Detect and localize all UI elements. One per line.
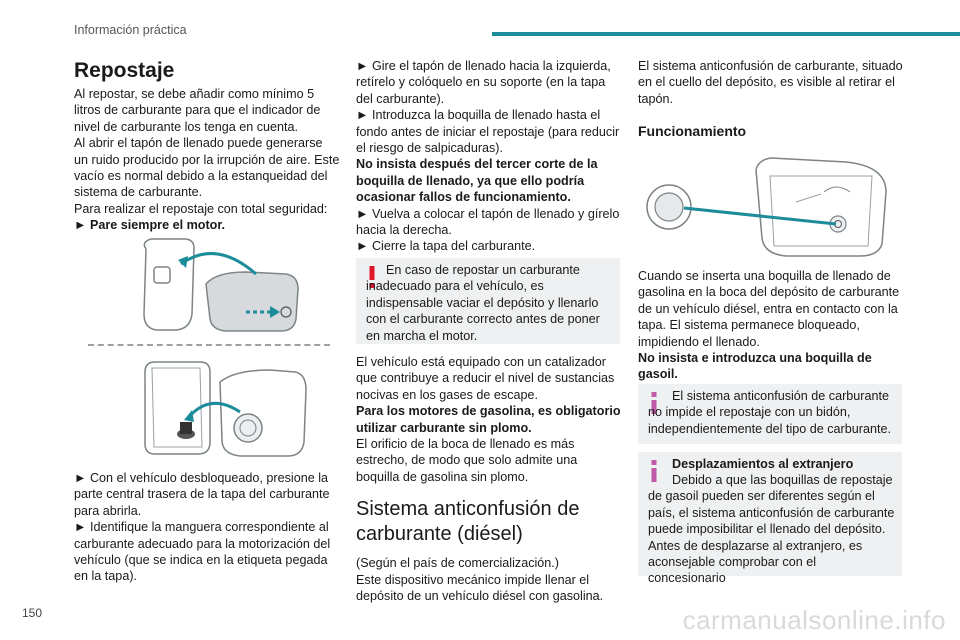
- column-1-bottom: [74, 470, 340, 585]
- column-3: [638, 58, 904, 140]
- info-box: [638, 384, 902, 444]
- paragraph: (Según el país de comercialización.): [356, 556, 560, 571]
- paragraph: No insista después del tercer corte de la boquilla de llenado, ya que ello podría ocasionar fallos de funcionamiento.: [356, 157, 598, 205]
- column-1: [74, 58, 340, 234]
- info-text: Debido a que las boquillas de repostaje de gasoil pueden ser diferentes según el país, el sistema anticonfusión de carburante puede imposibilitar el llenado del depósito. Antes de desplazarse al extranjero, es aconsejable comprobar con el concesionario: [648, 473, 895, 586]
- step: ► Pare siempre el motor.: [74, 218, 226, 233]
- antimisfuel-illustration: [646, 152, 896, 258]
- info-title: Desplazamientos al extranjero: [672, 457, 854, 471]
- watermark: carmanualsonline.info: [682, 605, 946, 635]
- warning-text: En caso de repostar un carburante inadecuado para el vehículo, es indispensable vaciar el depósito y llenarlo con el carburante correcto antes de poner en marcha el motor.: [366, 263, 600, 343]
- paragraph: Al repostar, se debe añadir como mínimo 5 litros de carburante para que el indicador de nivel de carburante los tenga en cuenta.: [74, 87, 321, 134]
- section-title: Sistema anticonfusión de carburante (diésel): [356, 498, 580, 546]
- subsection-title: Funcionamiento: [638, 123, 747, 140]
- paragraph: El sistema anticonfusión de carburante, situado en el cuello del depósito, es visible al retirar el tapón.: [638, 59, 903, 106]
- step: ► Gire el tapón de llenado hacia la izquierda, retírelo y colóquelo en su soporte (en la tapa del carburante).: [356, 59, 611, 106]
- paragraph: No insista e introduzca una boquilla de gasoil.: [638, 351, 872, 382]
- section-header: Información práctica: [74, 23, 187, 37]
- step: ► Cierre la tapa del carburante.: [356, 239, 536, 254]
- paragraph: Para los motores de gasolina, es obligatorio utilizar carburante sin plomo.: [356, 404, 621, 435]
- fuel-cap-illustration: [140, 352, 310, 462]
- step: ► Identifique la manguera correspondiente al carburante adecuado para la motorización del vehículo (que se indica en la etiqueta pegada en la tapa).: [74, 520, 331, 584]
- paragraph: Para realizar el repostaje con total seguridad:: [74, 201, 328, 216]
- info-box-travel: [638, 452, 902, 586]
- fuel-flap-open-illustration: [136, 234, 306, 334]
- page-number: 150: [22, 606, 43, 620]
- step: ► Introduzca la boquilla de llenado hasta el fondo antes de iniciar el repostaje (para reducir el riesgo de salpicaduras).: [356, 108, 620, 156]
- info-text: El sistema anticonfusión de carburante no impide el repostaje con un bidón, independientemente del tipo de carburante.: [648, 389, 891, 436]
- paragraph: Este dispositivo mecánico impide llenar el depósito de un vehículo diésel con gasolina.: [356, 572, 604, 604]
- column-2-middle: [356, 354, 622, 604]
- page-title: Repostaje: [74, 59, 175, 82]
- divider: [88, 344, 330, 346]
- warning-box: [356, 258, 620, 344]
- header-accent-bar: [492, 32, 960, 36]
- paragraph: El vehículo está equipado con un catalizador que contribuye a reducir el nivel de sustancias nocivas en los gases de escape.: [356, 355, 615, 402]
- column-3-body: [638, 268, 904, 383]
- paragraph: El orificio de la boca de llenado es más estrecho, de modo que solo admite una boquilla de gasolina sin plomo.: [356, 437, 578, 484]
- paragraph: Cuando se inserta una boquilla de llenado de gasolina en la boca del depósito de carburante de un vehículo diésel, entra en contacto con la tapa. El sistema permanece bloqueado, impidiendo el llenado.: [638, 269, 900, 349]
- step: ► Vuelva a colocar el tapón de llenado y gírelo hacia la derecha.: [356, 206, 620, 238]
- paragraph: Al abrir el tapón de llenado puede generarse un ruido producido por la irrupción de aire. Este vacío es normal debido a la estanqueidad del sistema de carburante.: [74, 136, 340, 200]
- step: ► Con el vehículo desbloqueado, presione la parte central trasera de la tapa del carburante para abrirla.: [74, 471, 330, 518]
- column-2: [356, 58, 622, 255]
